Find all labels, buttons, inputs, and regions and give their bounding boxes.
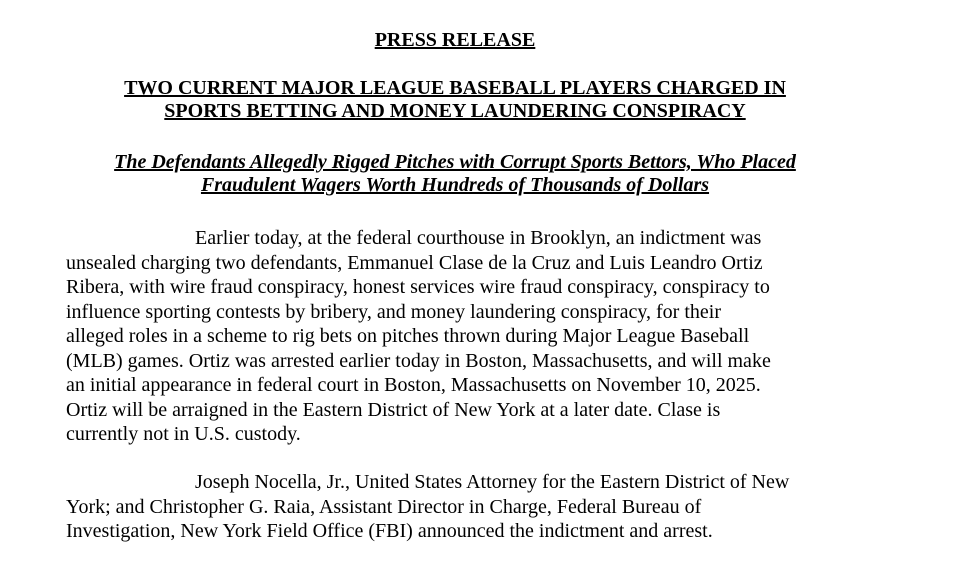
paragraph-line: influence sporting contests by bribery, and money laundering conspiracy, for their (66, 300, 721, 323)
paragraph-line: Earlier today, at the federal courthouse in Brooklyn, an indictment was (195, 227, 762, 249)
paragraph-line: currently not in U.S. custody. (66, 423, 301, 445)
subheadline-line: Fraudulent Wagers Worth Hundreds of Thousands of Dollars (200, 174, 710, 196)
subheadline-line: The Defendants Allegedly Rigged Pitches with Corrupt Sports Bettors, Who Placed (114, 151, 796, 173)
paragraph-line: Investigation, New York Field Office (FBI) announced the indictment and arrest. (66, 520, 713, 542)
paragraph-line: Ortiz will be arraigned in the Eastern District of New York at a later date. Clase is (66, 398, 721, 421)
subheadline (0, 151, 910, 197)
press-release-label (0, 29, 910, 52)
paragraph-line: alleged roles in a scheme to rig bets on pitches thrown during Major League Baseball (66, 325, 750, 347)
headline-line: SPORTS BETTING AND MONEY LAUNDERING CONSPIRACY (164, 100, 746, 122)
paragraph-line: Joseph Nocella, Jr., United States Attorney for the Eastern District of New (195, 471, 790, 493)
paragraph-line: an initial appearance in federal court in Boston, Massachusetts on November 10, 2025. (66, 374, 761, 396)
paragraph-line: Ribera, with wire fraud conspiracy, honest services wire fraud conspiracy, conspiracy to (66, 276, 770, 298)
body-paragraph-1 (66, 226, 946, 447)
paragraph-line: York; and Christopher G. Raia, Assistant Director in Charge, Federal Bureau of (66, 495, 702, 518)
headline-line: TWO CURRENT MAJOR LEAGUE BASEBALL PLAYERS CHARGED IN (124, 77, 786, 99)
paragraph-line: unsealed charging two defendants, Emmanuel Clase de la Cruz and Luis Leandro Ortiz (66, 251, 763, 274)
body-paragraph-2 (66, 470, 946, 544)
headline (0, 77, 910, 123)
press-release-label-text: PRESS RELEASE (374, 29, 536, 51)
paragraph-line: (MLB) games. Ortiz was arrested earlier today in Boston, Massachusetts, and will make (66, 349, 771, 372)
